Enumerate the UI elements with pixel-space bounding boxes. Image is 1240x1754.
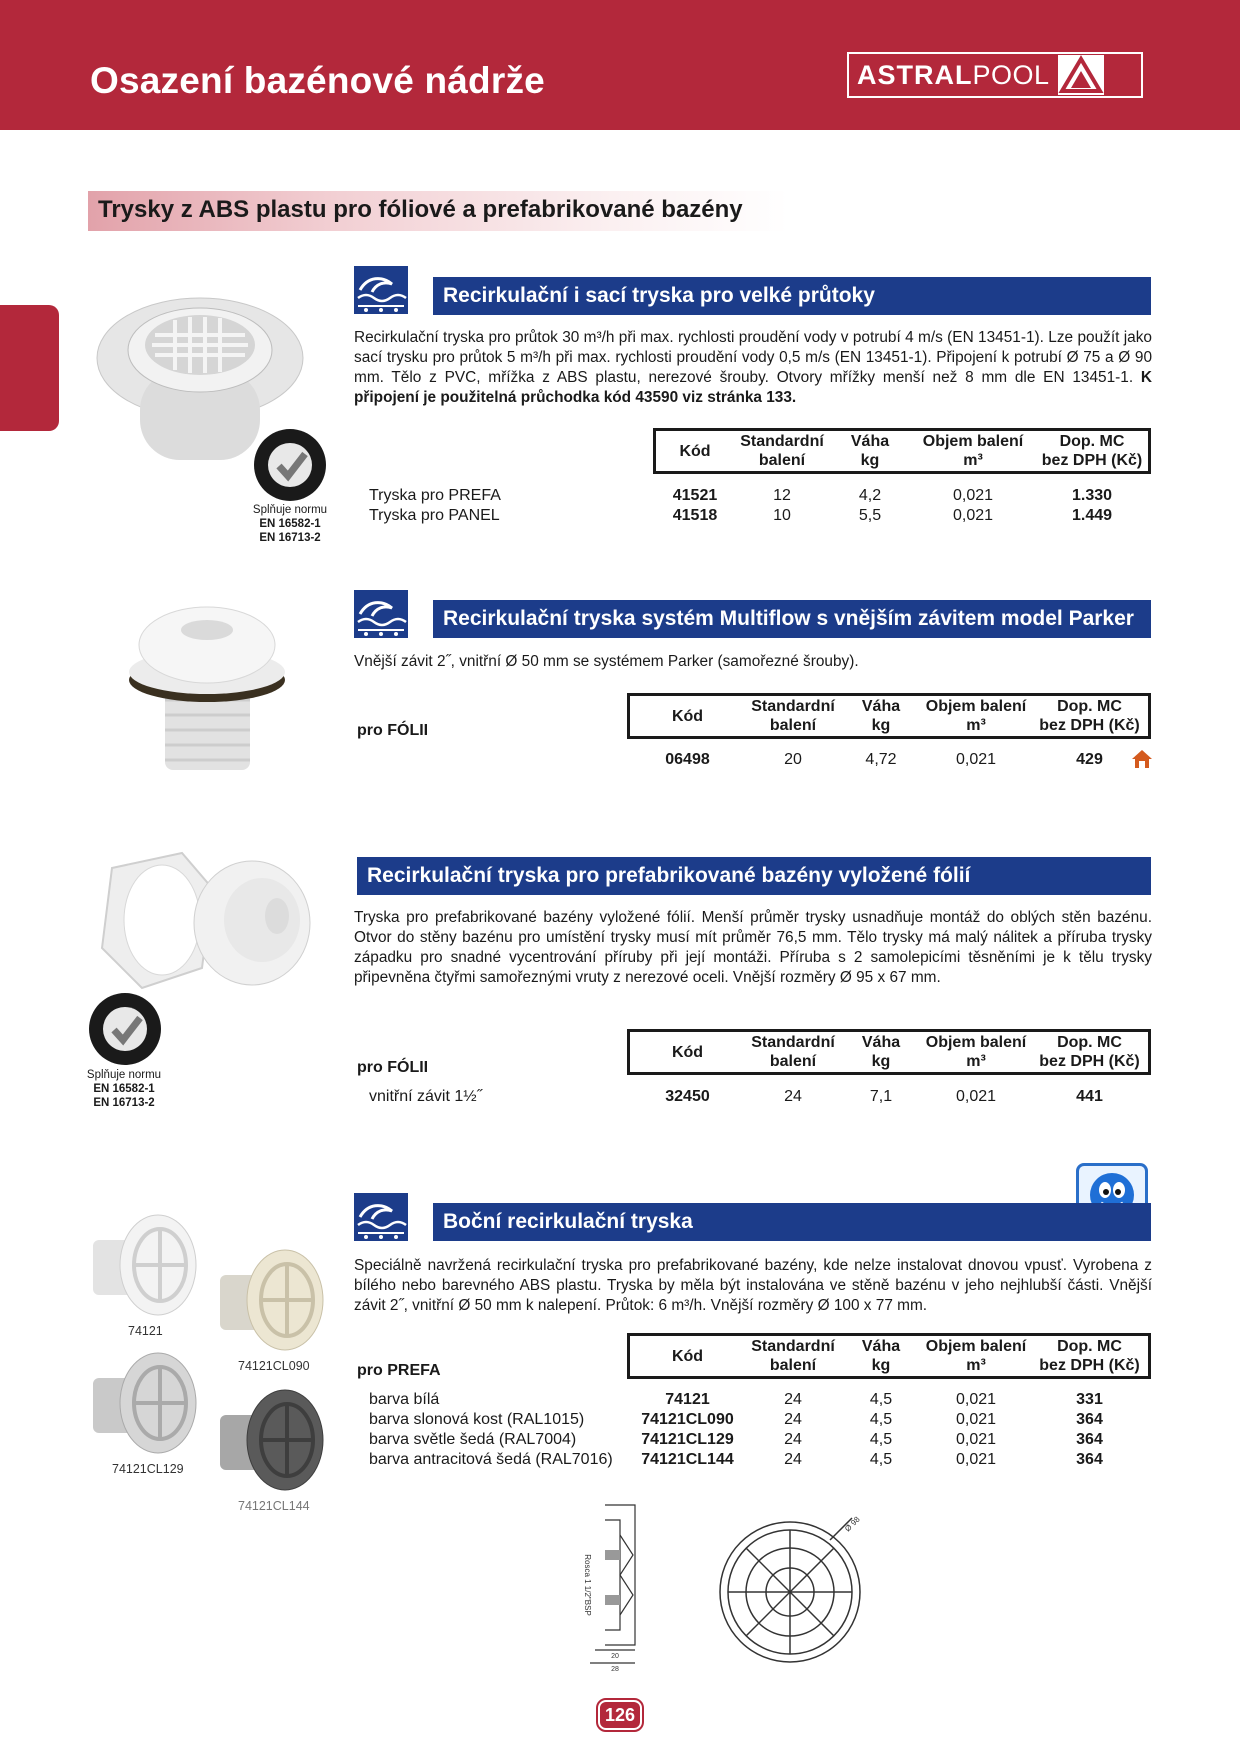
norm-compliance [74,1068,174,1110]
col-weight: Váha kg [861,1034,901,1070]
col-weight: Váha kg [850,433,890,469]
col-price: Dop. MC bez DPH (Kč) [1039,698,1140,734]
product-title-bar: Recirkulační i sací tryska pro velké průtoky [433,277,1151,315]
norm-code-2: EN 16713-2 [93,1097,155,1109]
price-table [630,750,1151,770]
product-image-multiflow-parker [125,600,290,775]
table-header [653,428,1151,474]
norm-label: Splňuje normu [86,1069,162,1081]
home-delivery-icon [1131,748,1153,770]
col-weight: Váha kg [861,1338,901,1374]
col-volume: Objem balení m³ [925,698,1027,734]
section-title: Trysky z ABS plastu pro fóliové a prefabrikované bazény [98,196,743,223]
norm-code-2: EN 16713-2 [259,532,321,544]
product-description: Speciálně navržená recirkulační tryska pro prefabrikované bazény, kde nelze instalovat dnovou vpusť. Vyrobena z bílého nebo barevného ABS plastu. Tryska by měla být instalována ve stěně bazénu v jeho nejhlubší části. Vnější závit 2˝, vnitřní Ø 50 mm k nalepení. Průtok: 6 m³/h. Vnější rozměry Ø 100 x 77 mm. [354,1257,1152,1314]
col-pack: Standardní balení [751,1034,835,1070]
product-image-white [88,1210,200,1320]
image-caption: 74121CL090 [238,1359,310,1373]
table-row: barva světle šedá (RAL7004) 74121CL129 24 4,5 0,021 364 [369,1431,1103,1448]
norm-code-1: EN 16582-1 [93,1083,155,1095]
table-row: Tryska pro PREFA 41521 12 4,2 0,021 1.330 [369,487,1113,504]
price-table [369,486,1151,526]
col-price: Dop. MC bez DPH (Kč) [1039,1034,1140,1070]
product-title-bar: Boční recirkulační tryska [433,1203,1151,1241]
drawing-dim-20: 20 [611,1653,619,1660]
norm-compliance [240,503,340,545]
col-code: Kód [671,1043,704,1061]
col-volume: Objem balení m³ [922,433,1024,469]
col-weight: Váha kg [861,698,901,734]
table-row: barva bílá 74121 24 4,5 0,021 331 [369,1391,1103,1408]
table-group-label: pro FÓLII [357,1059,429,1076]
image-caption: 74121CL144 [238,1499,310,1513]
product-image-anthracite [215,1385,327,1495]
drawing-diameter: Ø 98 [843,1514,862,1534]
side-tab-marker [0,305,59,431]
product-image-ivory [215,1245,327,1355]
col-volume: Objem balení m³ [925,1034,1027,1070]
image-caption: 74121CL129 [112,1462,184,1476]
product-image-light-grey [88,1348,200,1458]
product-image-prefab-foil-jet [92,848,312,998]
table-header [627,1333,1151,1379]
table-row: 06498 20 4,72 0,021 429 [665,751,1103,768]
product-description: Vnější závit 2˝, vnitřní Ø 50 mm se systémem Parker (samořezné šrouby). [354,653,859,670]
product-description [354,328,1152,408]
table-group-label: pro FÓLII [357,722,429,739]
price-table [369,1087,1151,1107]
table-header [627,1029,1151,1075]
col-volume: Objem balení m³ [925,1338,1027,1374]
drawing-thread-label: Rosca 1 1/2"BSP [583,1554,592,1616]
recirculation-jet-icon [352,1191,410,1243]
table-row: barva antracitová šedá (RAL7016) 74121CL144 24 4,5 0,021 364 [369,1451,1103,1468]
col-price: Dop. MC bez DPH (Kč) [1041,433,1143,469]
product-title-bar: Recirkulační tryska systém Multiflow s vnějším závitem model Parker [433,600,1151,638]
norm-label: Splňuje normu [252,504,328,516]
price-table [369,1390,1151,1470]
image-caption: 74121 [128,1324,163,1338]
col-pack: Standardní balení [740,433,824,469]
recirculation-jet-icon [352,588,410,640]
col-code: Kód [679,442,711,460]
table-row: Tryska pro PANEL 41518 10 5,5 0,021 1.449 [369,507,1113,524]
recirculation-jet-icon [352,264,410,316]
col-price: Dop. MC bez DPH (Kč) [1039,1338,1140,1374]
col-pack: Standardní balení [751,698,835,734]
col-code: Kód [671,1347,704,1365]
product-title-bar: Recirkulační tryska pro prefabrikované bazény vyložené fólií [357,857,1151,895]
logo-text-light: POOL [972,59,1050,90]
drawing-dim-28: 28 [611,1666,619,1673]
table-header [627,693,1151,739]
triangle-logo-icon [1058,55,1104,95]
description-text: Recirkulační tryska pro průtok 30 m³/h při max. rychlosti proudění vody v potrubí 4 m/s (EN 13451-1). Lze použít jako sací trysku pro průtok 5 m³/h při max. rychlosti proudění vody 0,5 m/s (EN 13451-1). Připojení k potrubí Ø 75 a Ø 90 mm. Tělo z PVC, mřížka z ABS plastu, nerezové šrouby. Otvory mřížky menší než 8 mm dle EN 13451-1. [354,329,1152,386]
table-group-label: pro PREFA [357,1362,441,1379]
table-row: barva slonová kost (RAL1015) 74121CL090 24 4,5 0,021 364 [369,1411,1103,1428]
product-description: Tryska pro prefabrikované bazény vyložené fólií. Menší průměr trysky usnadňuje montáž do oblých stěn bazénu. Otvor do stěny bazénu pro umístění trysky musí mít průměr 76,5 mm. Tělo trysky má malý nálitek a příruba trysky západku pro snadné vycentrování příruby při její montáži. Příruba s 2 samolepicími těsněními je k tělu trysky připevněna čtyřmi samořeznými vruty z nerezové oceli. Vnější rozměry Ø 95 x 67 mm. [354,909,1152,986]
page-title: Osazení bazénové nádrže [90,60,545,101]
astralpool-logo [847,52,1143,98]
norm-seal-icon [88,992,162,1066]
col-pack: Standardní balení [751,1338,835,1374]
col-code: Kód [671,707,704,725]
technical-drawing-side [575,1495,650,1675]
table-row: vnitřní závit 1½˝ 32450 24 7,1 0,021 441 [369,1088,1103,1105]
norm-code-1: EN 16582-1 [259,518,321,530]
logo-text-bold: ASTRAL [857,59,973,90]
description-note: K připojení je použitelná průchodka kód 43590 viz stránka 133. [354,369,1152,406]
page-number: 126 [598,1700,642,1730]
technical-drawing-front [712,1510,872,1670]
norm-seal-icon [253,428,327,502]
